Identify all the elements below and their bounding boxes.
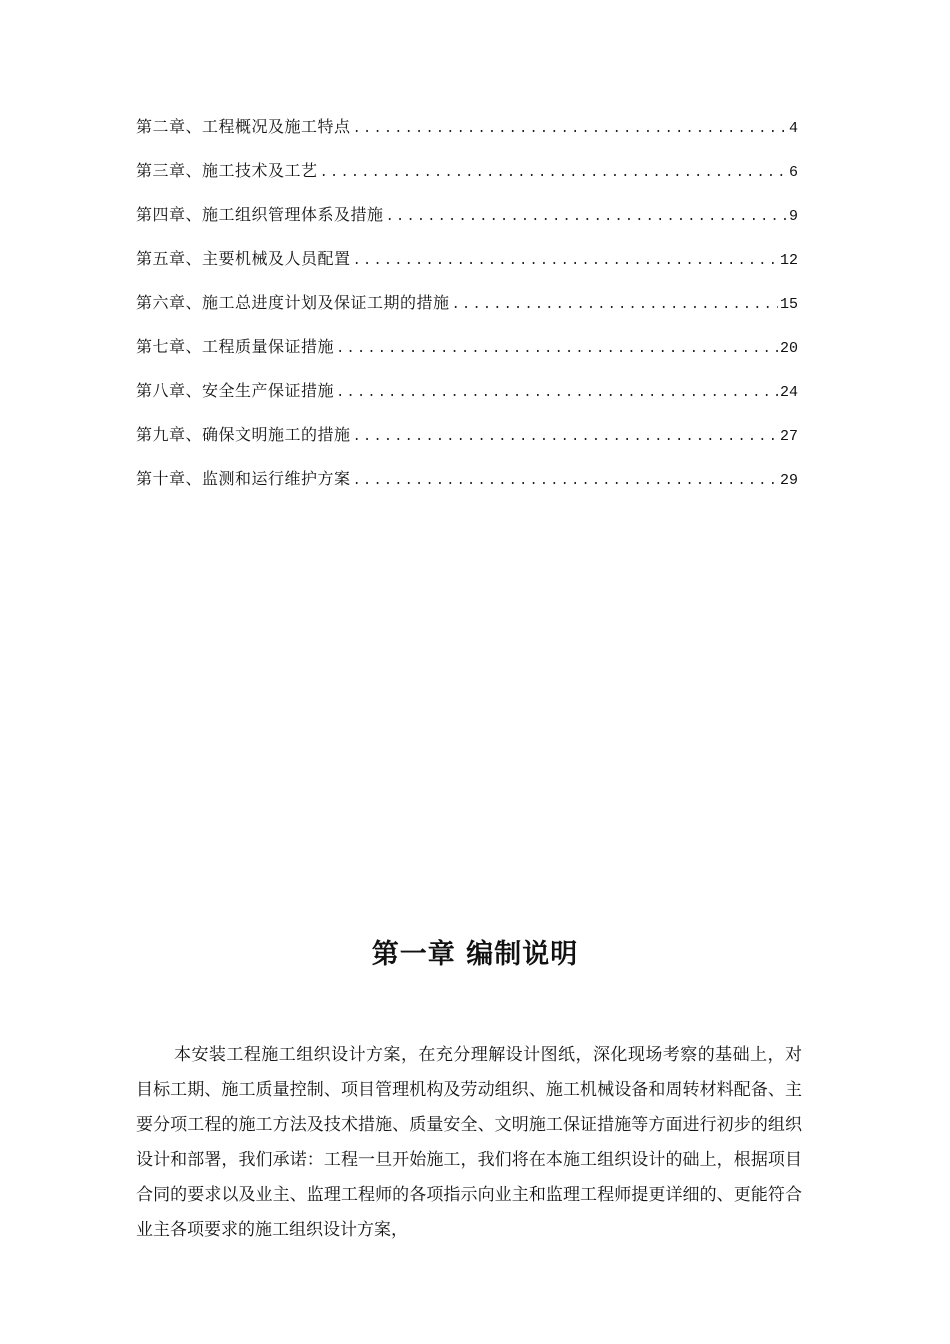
toc-entry-page: 27 <box>779 428 798 445</box>
toc-leader-dots <box>353 114 787 144</box>
toc-leader-dots <box>353 246 778 276</box>
toc-entry-page: 15 <box>779 296 798 313</box>
toc-entry-title: 第五章、主要机械及人员配置 <box>136 249 351 268</box>
toc-entry-title: 第六章、施工总进度计划及保证工期的措施 <box>136 293 450 312</box>
toc-leader-dots <box>336 378 778 408</box>
toc-entry-title: 第七章、工程质量保证措施 <box>136 337 335 356</box>
toc-entry-page: 24 <box>779 384 798 401</box>
chapter-paragraph: 本安装工程施工组织设计方案，在充分理解设计图纸，深化现场考察的基础上，对目标工期、施工质量控制、项目管理机构及劳动组织、施工机械设备和周转材料配备、主要分项工程的施工方法及技术措施、质量安全、文明施工保证措施等方面进行初步的组织设计和部署，我们承诺：工程一旦开始施工，我们将在本施工组织设计的础上，根据项目合同的要求以及业主、监理工程师的各项指示向业主和监理工程师提更详细的、更能符合业主各项要求的施工组织设计方案， <box>136 1045 802 1240</box>
toc-leader-dots <box>320 158 787 188</box>
toc-leader-dots <box>386 202 787 232</box>
toc-entry-title: 第二章、工程概况及施工特点 <box>136 117 351 136</box>
toc-entry[interactable] <box>136 200 798 244</box>
toc-entry-title: 第四章、施工组织管理体系及措施 <box>136 205 384 224</box>
toc-leader-dots <box>353 422 778 452</box>
toc-entry-page: 9 <box>788 208 798 225</box>
toc-entry-title: 第八章、安全生产保证措施 <box>136 381 335 400</box>
toc-entry[interactable] <box>136 156 798 200</box>
toc-entry-title: 第三章、施工技术及工艺 <box>136 161 318 180</box>
toc-entry-title: 第九章、确保文明施工的措施 <box>136 425 351 444</box>
toc-leader-dots <box>452 290 778 320</box>
chapter-heading: 第一章 编制说明 <box>371 939 579 970</box>
toc-entry[interactable] <box>136 376 798 420</box>
toc-leader-dots <box>336 334 778 364</box>
toc-entry[interactable] <box>136 464 798 508</box>
toc-entry[interactable] <box>136 244 798 288</box>
toc-entry-page: 20 <box>779 340 798 357</box>
table-of-contents <box>136 112 798 508</box>
toc-entry-page: 12 <box>779 252 798 269</box>
toc-entry-page: 29 <box>779 472 798 489</box>
toc-entry[interactable] <box>136 332 798 376</box>
toc-entry[interactable] <box>136 288 798 332</box>
toc-entry-title: 第十章、监测和运行维护方案 <box>136 469 351 488</box>
toc-entry[interactable] <box>136 112 798 156</box>
toc-entry-page: 6 <box>788 164 798 181</box>
toc-entry[interactable] <box>136 420 798 464</box>
toc-entry-page: 4 <box>788 120 798 137</box>
toc-leader-dots <box>353 466 778 496</box>
